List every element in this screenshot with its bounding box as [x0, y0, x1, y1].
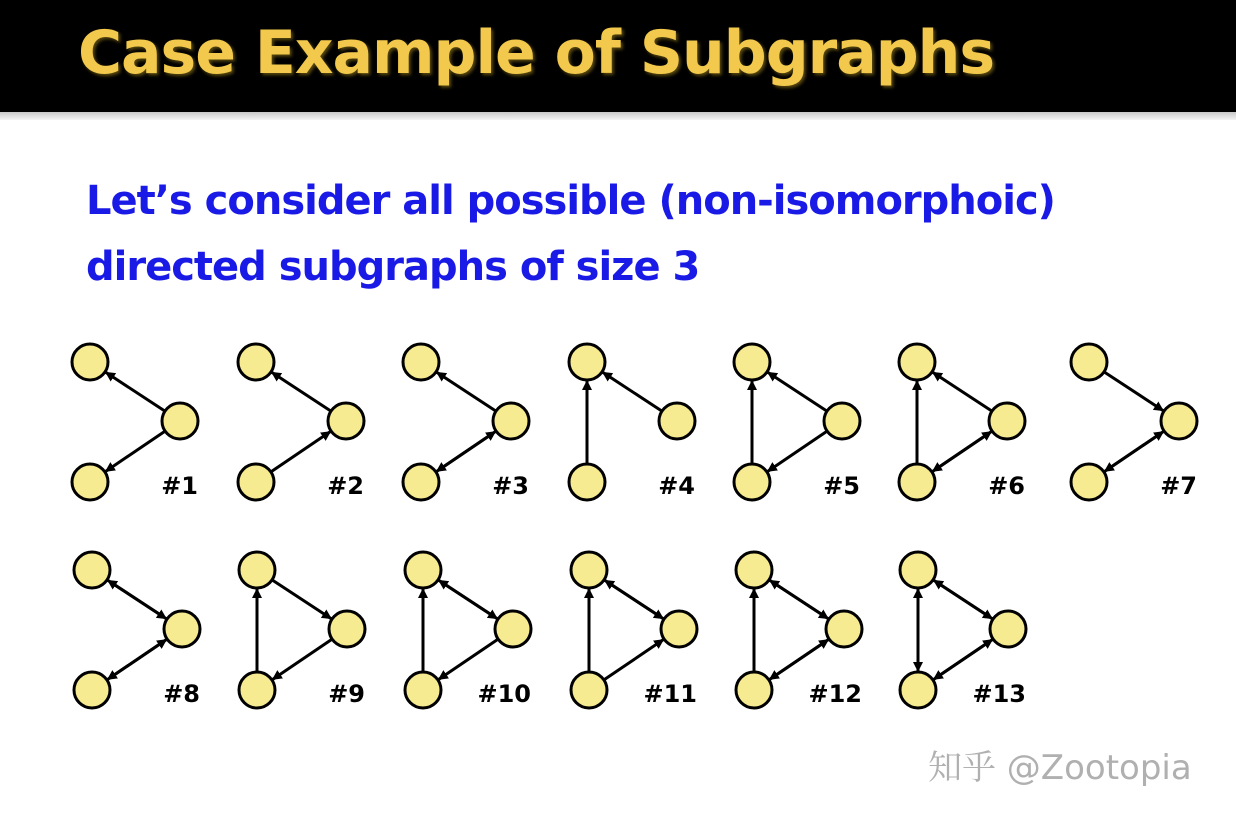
edge-R-T — [272, 372, 331, 411]
node-B — [569, 464, 605, 500]
subgraph-4 — [569, 344, 695, 500]
watermark: 知乎 @Zootopia — [928, 748, 1192, 788]
subgraph-label: #7 — [1160, 472, 1197, 500]
subgraph-label: #11 — [643, 680, 697, 708]
node-R — [328, 403, 364, 439]
subgraph-8 — [74, 552, 200, 708]
edge-T-R — [941, 585, 992, 618]
edge-R-B — [933, 437, 984, 472]
subgraph-12 — [736, 552, 862, 708]
subgraph-label: #10 — [477, 680, 531, 708]
edge-R-B — [770, 645, 821, 680]
edge-R-T — [605, 580, 656, 613]
node-R — [162, 403, 198, 439]
edge-R-T — [439, 580, 490, 613]
subgraph-11 — [571, 552, 697, 708]
node-B — [405, 672, 441, 708]
edge-B-R — [271, 432, 330, 472]
edge-T-R — [612, 585, 663, 618]
edge-T-R — [115, 585, 166, 618]
node-R — [990, 611, 1026, 647]
subgraph-9 — [239, 552, 365, 708]
node-T — [74, 552, 110, 588]
subgraph-2 — [238, 344, 364, 500]
node-B — [571, 672, 607, 708]
node-R — [493, 403, 529, 439]
node-B — [900, 672, 936, 708]
edge-T-R — [777, 585, 828, 618]
subgraph-label: #5 — [823, 472, 860, 500]
node-T — [239, 552, 275, 588]
edge-R-T — [108, 580, 159, 613]
subgraph-5 — [734, 344, 860, 500]
edge-B-R — [777, 640, 828, 675]
node-R — [659, 403, 695, 439]
subgraph-7 — [1071, 344, 1197, 500]
subgraph-label: #9 — [328, 680, 365, 708]
node-R — [1161, 403, 1197, 439]
subgraph-label: #8 — [163, 680, 200, 708]
node-T — [900, 552, 936, 588]
subgraph-3 — [403, 344, 529, 500]
edge-B-R — [115, 640, 166, 675]
node-T — [571, 552, 607, 588]
edge-R-B — [934, 645, 985, 680]
node-R — [661, 611, 697, 647]
node-B — [1071, 464, 1107, 500]
node-T — [403, 344, 439, 380]
node-T — [405, 552, 441, 588]
node-R — [495, 611, 531, 647]
node-B — [899, 464, 935, 500]
edge-R-B — [439, 639, 498, 679]
edge-B-R — [941, 640, 992, 675]
subgraph-label: #2 — [327, 472, 364, 500]
edge-B-R — [940, 432, 991, 467]
node-R — [329, 611, 365, 647]
subgraph-label: #3 — [492, 472, 529, 500]
node-R — [824, 403, 860, 439]
subgraph-1 — [72, 344, 198, 500]
node-R — [826, 611, 862, 647]
edge-R-T — [437, 372, 496, 411]
slide-subtitle — [86, 168, 1206, 300]
edge-R-T — [106, 372, 165, 411]
node-T — [899, 344, 935, 380]
node-T — [736, 552, 772, 588]
title-divider — [0, 112, 1236, 120]
node-B — [239, 672, 275, 708]
edge-R-B — [106, 431, 165, 471]
edge-R-T — [934, 580, 985, 613]
subgraph-6 — [899, 344, 1025, 500]
edge-R-B — [108, 645, 159, 680]
node-B — [403, 464, 439, 500]
slide-title: Case Example of Subgraphs — [78, 18, 995, 88]
subgraph-label: #4 — [658, 472, 695, 500]
edge-B-R — [1112, 432, 1163, 467]
subtitle-line-1: Let’s consider all possible (non-isomorphoic) — [86, 178, 1055, 224]
subgraph-label: #13 — [972, 680, 1026, 708]
node-R — [989, 403, 1025, 439]
node-T — [238, 344, 274, 380]
edge-R-T — [768, 372, 827, 411]
node-B — [72, 464, 108, 500]
edge-B-R — [444, 432, 495, 467]
edge-R-T — [603, 372, 662, 411]
edge-R-B — [273, 639, 332, 679]
edge-B-R — [604, 640, 663, 680]
subgraph-label: #1 — [161, 472, 198, 500]
edge-R-T — [933, 372, 992, 411]
subgraph-label: #12 — [808, 680, 862, 708]
edge-R-B — [768, 431, 827, 471]
node-T — [569, 344, 605, 380]
subtitle-line-2: directed subgraphs of size 3 — [86, 244, 700, 290]
node-B — [734, 464, 770, 500]
node-B — [74, 672, 110, 708]
edge-T-R — [446, 585, 497, 618]
edge-R-T — [770, 580, 821, 613]
subgraph-10 — [405, 552, 531, 708]
node-T — [1071, 344, 1107, 380]
subgraph-13 — [900, 552, 1026, 708]
node-B — [736, 672, 772, 708]
edge-R-B — [1105, 437, 1156, 472]
edge-T-R — [1104, 372, 1163, 411]
subgraph-label: #6 — [988, 472, 1025, 500]
node-B — [238, 464, 274, 500]
edge-T-R — [272, 580, 331, 619]
node-T — [734, 344, 770, 380]
node-T — [72, 344, 108, 380]
edge-R-B — [437, 437, 488, 472]
node-R — [164, 611, 200, 647]
